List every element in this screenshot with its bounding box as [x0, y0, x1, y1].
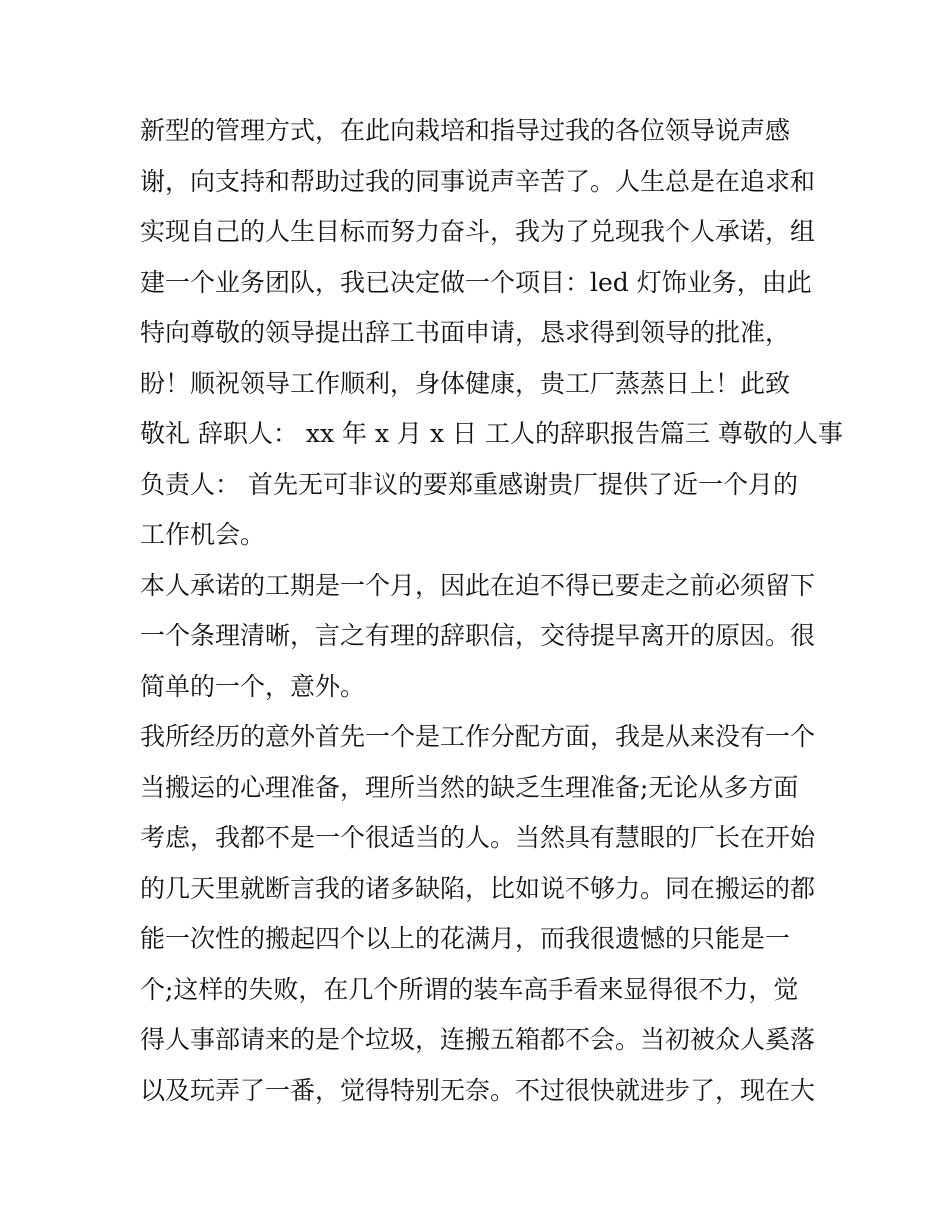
text-line: 简单的一个，意外。: [140, 671, 366, 701]
text-line: 负责人： 首先无可非议的要郑重感谢贵厂提供了近一个月的: [140, 469, 798, 499]
body-text: [140, 106, 843, 1116]
text-line: 实现自己的人生目标而努力奋斗，我为了兑现我个人承诺，组: [140, 217, 816, 246]
text-line: 盼！顺祝领导工作顺利，身体健康，贵工厂蒸蒸日上！此致: [140, 368, 791, 398]
text-line: 谢，向支持和帮助过我的同事说声辛苦了。人生总是在追求和: [140, 166, 816, 196]
text-line: 个;这样的失败，在几个所谓的装车高手看来显得很不力，觉: [140, 974, 799, 1004]
text-line: 的几天里就断言我的诸多缺陷，比如说不够力。同在搬运的都: [140, 873, 816, 903]
text-line: 工作机会。: [140, 520, 266, 549]
text-line: 特向尊敬的领导提出辞工书面申请，恳求得到领导的批准，: [140, 318, 791, 347]
text-line: 考虑，我都不是一个很适当的人。当然具有慧眼的厂长在开始: [140, 823, 816, 852]
text-line: 新型的管理方式，在此向栽培和指导过我的各位领导说声感: [140, 116, 791, 145]
text-line: 本人承诺的工期是一个月，因此在迫不得已要走之前必须留下: [140, 570, 816, 600]
text-line: 敬礼 辞职人： xx 年 x 月 x 日 工人的辞职报告篇三 尊敬的人事: [140, 419, 843, 448]
text-line: 得人事部请来的是个垃圾，连搬五箱都不会。当初被众人奚落: [140, 1025, 816, 1054]
text-line: 能一次性的搬起四个以上的花满月，而我很遗憾的只能是一: [140, 924, 791, 953]
text-line: 建一个业务团队，我已决定做一个项目：led 灯饰业务，由此: [140, 267, 812, 297]
text-line: 我所经历的意外首先一个是工作分配方面，我是从来没有一个: [140, 722, 816, 751]
text-line: 以及玩弄了一番，觉得特别无奈。不过很快就进步了，现在大: [140, 1075, 816, 1105]
text-line: 当搬运的心理准备，理所当然的缺乏生理准备;无论从多方面: [140, 772, 799, 802]
text-line: 一个条理清晰，言之有理的辞职信，交待提早离开的原因。很: [140, 621, 816, 650]
